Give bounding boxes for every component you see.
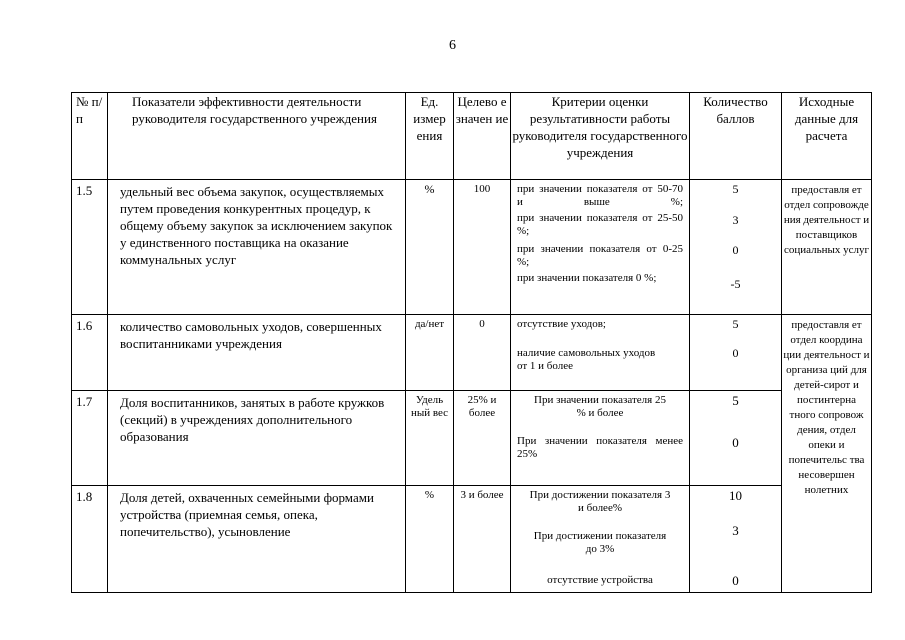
- table-row: [72, 391, 872, 486]
- page-number: 6: [449, 38, 456, 53]
- score-value: -5: [730, 277, 741, 291]
- criteria-cell: [511, 391, 690, 486]
- criteria-item: При достижении показателя до 3%: [533, 530, 667, 555]
- indicator-text: удельный вес объема закупок, осуществляемых путем проведения конкурентных процедур, к общему объему закупок за исключением закупок у единственного поставщика на оказание коммунальных услуг: [108, 180, 406, 315]
- target-cell: 0: [454, 315, 511, 391]
- score-cell: [690, 486, 782, 593]
- score-cell: [690, 391, 782, 486]
- criteria-cell: [511, 315, 690, 391]
- source-cell: предоставля ет отдел сопровожде ния деятельност и поставщиков социальных услуг: [782, 180, 872, 315]
- unit-cell: %: [406, 486, 454, 593]
- criteria-item: При значении показателя менее 25%: [517, 435, 683, 460]
- header-num: № п/п: [72, 93, 108, 180]
- criteria-item: при значении показателя от 25-50 %;: [517, 212, 683, 237]
- criteria-cell: [511, 180, 690, 315]
- header-score: Количество баллов: [690, 93, 782, 180]
- target-cell: 25% и более: [454, 391, 511, 486]
- unit-cell: Удель ный вес: [406, 391, 454, 486]
- row-number: 1.5: [72, 180, 108, 315]
- table-header-row: [72, 93, 872, 180]
- score-value: 5: [732, 393, 739, 408]
- score-cell: [690, 180, 782, 315]
- indicator-text: Доля воспитанников, занятых в работе кружков (секций) в учреждениях дополнительного образования: [108, 391, 406, 486]
- score-cell: [690, 315, 782, 391]
- header-indicator: Показатели эффективности деятельности руководителя государственного учреждения: [108, 93, 406, 180]
- target-cell: 3 и более: [454, 486, 511, 593]
- score-value: 5: [732, 317, 739, 331]
- criteria-item: при значении показателя от 0-25 %;: [517, 243, 683, 268]
- table-row: [72, 486, 872, 593]
- score-value: 0: [732, 346, 739, 360]
- target-cell: 100: [454, 180, 511, 315]
- table-row: [72, 315, 872, 391]
- score-value: 0: [732, 243, 739, 257]
- table-row: [72, 180, 872, 315]
- row-number: 1.7: [72, 391, 108, 486]
- indicator-text: количество самовольных уходов, совершенных воспитанниками учреждения: [108, 315, 406, 391]
- score-value: 0: [732, 573, 739, 588]
- criteria-item: наличие самовольных уходов от 1 и более: [517, 347, 656, 372]
- score-value: 10: [729, 488, 742, 503]
- criteria-item: отсутствие уходов;: [517, 318, 606, 330]
- unit-cell: да/нет: [406, 315, 454, 391]
- criteria-item: отсутствие устройства: [547, 574, 653, 586]
- header-unit: Ед. измер ения: [406, 93, 454, 180]
- row-number: 1.8: [72, 486, 108, 593]
- header-criteria: Критерии оценки результативности работы руководителя государственного учреждения: [511, 93, 690, 180]
- criteria-item: При значении показателя 25 % и более: [534, 394, 666, 419]
- header-source: Исходные данные для расчета: [782, 93, 872, 180]
- score-value: 0: [732, 435, 739, 450]
- criteria-cell: [511, 486, 690, 593]
- source-cell: предоставля ет отдел координа ции деятельност и организа ций для детей-сирот и постинтерна тного сопровож дения, отдел опеки и попечительс тва несовершен нолетних: [782, 315, 872, 593]
- criteria-item: При достижении показателя 3 и более%: [529, 489, 671, 514]
- indicator-text: Доля детей, охваченных семейными формами устройства (приемная семья, опека, попечительство), усыновление: [108, 486, 406, 593]
- unit-cell: %: [406, 180, 454, 315]
- indicators-table: [71, 92, 872, 593]
- score-value: 3: [732, 523, 739, 538]
- criteria-item: при значении показателя от 50-70 и выше %;: [517, 183, 683, 208]
- criteria-item: при значении показателя 0 %;: [517, 272, 657, 284]
- score-value: 5: [732, 182, 739, 196]
- score-value: 3: [732, 213, 739, 227]
- header-target: Целево е значен ие: [454, 93, 511, 180]
- row-number: 1.6: [72, 315, 108, 391]
